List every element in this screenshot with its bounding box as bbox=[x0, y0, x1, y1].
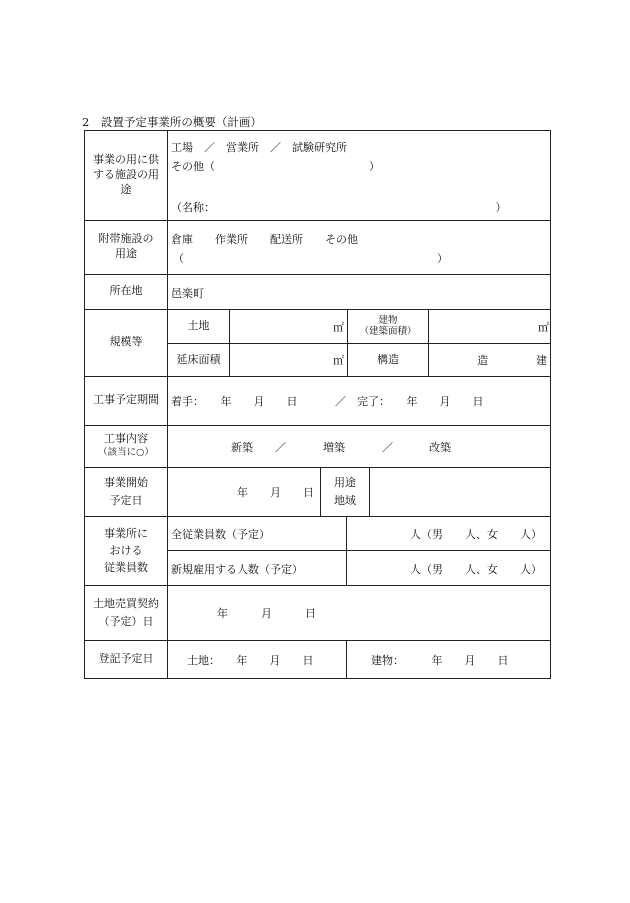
business-start-date: 年 月 日 bbox=[237, 486, 314, 499]
option-separator: ／ bbox=[382, 441, 393, 454]
column-divider bbox=[167, 131, 168, 678]
floor-area-label: 延床面積 bbox=[176, 352, 221, 366]
registration-land: 土地： 年 月 日 bbox=[187, 654, 314, 667]
land-contract-label: 土地売買契約 （予定）日 bbox=[93, 596, 159, 628]
column-divider bbox=[428, 309, 429, 376]
option-separator: ／ bbox=[275, 441, 286, 454]
column-divider bbox=[229, 309, 230, 376]
total-employees-label: 全従業員数（予定） bbox=[171, 528, 270, 541]
facility-name: （名称： ） bbox=[171, 201, 507, 214]
zoning-label: 用途 地域 bbox=[334, 475, 356, 507]
column-divider bbox=[346, 640, 347, 678]
employees-label: 事業所に おける 従業員数 bbox=[104, 526, 148, 575]
registration-label: 登記予定日 bbox=[98, 651, 154, 665]
construction-content-label: 工事内容 （該当に○） bbox=[98, 432, 154, 459]
facility-use-label: 事業の用に供 する施設の用 途 bbox=[93, 153, 159, 196]
new-hires-value: 人（男 人、女 人） bbox=[410, 563, 542, 576]
option-renovation: 改築 bbox=[429, 441, 451, 454]
structure-value-2: 建 bbox=[536, 354, 547, 367]
construction-end: 完了： 年 月 日 bbox=[357, 395, 484, 408]
auxiliary-options: 倉庫 作業所 配送所 その他 bbox=[171, 233, 358, 246]
row-divider bbox=[167, 550, 550, 551]
registration-building: 建物： 年 月 日 bbox=[371, 654, 509, 667]
auxiliary-use-label: 附帯施設の 用途 bbox=[98, 232, 154, 260]
business-start-label: 事業開始 予定日 bbox=[104, 475, 148, 507]
land-label: 土地 bbox=[187, 318, 210, 332]
structure-value-1: 造 bbox=[477, 354, 488, 367]
construction-separator: ／ bbox=[335, 395, 346, 408]
land-contract-date: 年 月 日 bbox=[217, 607, 316, 620]
construction-start: 着手： 年 月 日 bbox=[171, 395, 298, 408]
construction-period-label: 工事予定期間 bbox=[93, 393, 159, 407]
land-unit: ㎡ bbox=[333, 321, 344, 334]
structure-label: 構造 bbox=[377, 352, 399, 366]
scale-label: 規模等 bbox=[109, 335, 143, 349]
total-employees-value: 人（男 人、女 人） bbox=[410, 528, 542, 541]
facility-other: その他（ ） bbox=[171, 160, 380, 173]
facility-options: 工場 ／ 営業所 ／ 試験研究所 bbox=[171, 141, 347, 154]
building-area-label: 建物 （建築面積） bbox=[359, 314, 417, 337]
location-label: 所在地 bbox=[109, 284, 143, 298]
new-hires-label: 新規雇用する人数（予定） bbox=[171, 563, 303, 576]
section-title: 2 設置予定事業所の概要（計画） bbox=[82, 115, 262, 129]
option-new: 新築 bbox=[231, 441, 253, 454]
location-value: 邑楽町 bbox=[171, 287, 204, 300]
floor-unit: ㎡ bbox=[333, 354, 344, 367]
plan-overview-table bbox=[84, 130, 551, 679]
building-unit: ㎡ bbox=[538, 321, 549, 334]
column-divider bbox=[369, 467, 370, 516]
option-extension: 増築 bbox=[323, 441, 345, 454]
auxiliary-paren: （ ） bbox=[173, 252, 448, 265]
column-divider bbox=[346, 516, 347, 585]
